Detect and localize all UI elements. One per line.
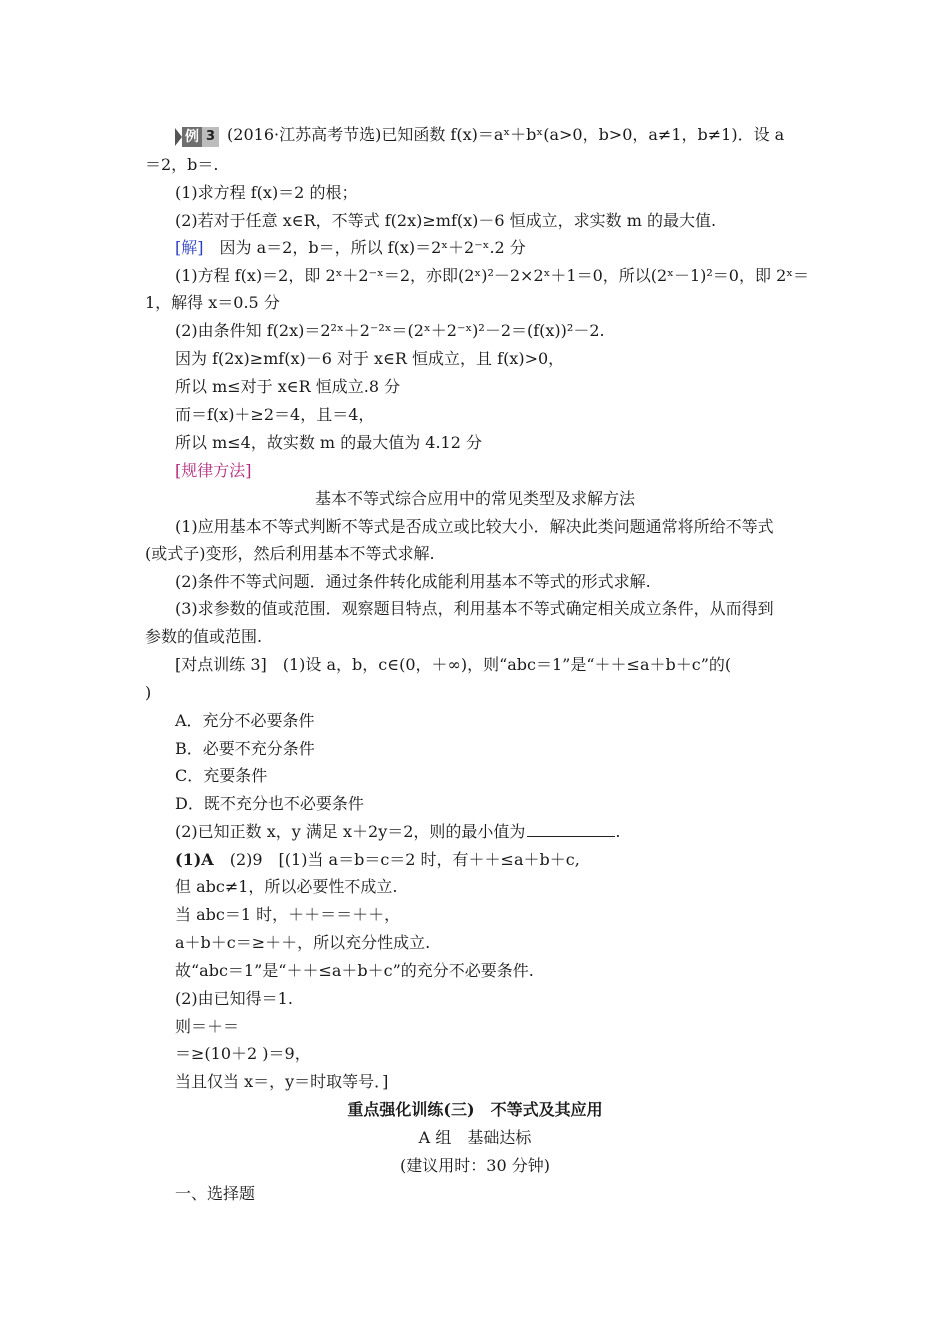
answer-choice: (1)A (175, 850, 214, 869)
solution-part2-line-5: 所以 m≤4，故实数 m 的最大值为 4.12 分 (175, 433, 482, 452)
question-2: (2)若对于任意 x∈R，不等式 f(2x)≥mf(x)－6 恒成立，求实数 m 的最大值. (175, 211, 717, 230)
method-item-1-line-2: (或式子)变形，然后利用基本不等式求解. (145, 544, 435, 563)
method-item-1-line-1: (1)应用基本不等式判断不等式是否成立或比较大小．解决此类问题通常将所给不等式 (175, 517, 774, 536)
training-question-2-text: (2)已知正数 x，y 满足 x＋2y＝2，则的最小值为 (175, 822, 526, 841)
answer-line-1 (175, 849, 580, 871)
suggested-time: (建议用时：30 分钟) (400, 1156, 550, 1175)
answer-line-3: 当 abc＝1 时，＋＋＝＝＋＋， (175, 905, 401, 924)
option-b: B．必要不充分条件 (175, 739, 315, 758)
solution-part1-line-2: 1，解得 x＝0.5 分 (145, 293, 280, 312)
method-heading: 基本不等式综合应用中的常见类型及求解方法 (314, 489, 635, 508)
option-d: D．既不充分也不必要条件 (175, 794, 364, 813)
solution-part2-line-3: 所以 m≤对于 x∈R 恒成立.8 分 (175, 377, 401, 396)
answer-line-8: ＝≥(10＋2 )＝9， (175, 1044, 311, 1063)
solution-part1-line-1: (1)方程 f(x)＝2，即 2ˣ＋2⁻ˣ＝2，亦即(2ˣ)²－2×2ˣ＋1＝0，所以(2ˣ－1)²＝0，即 2ˣ＝ (175, 266, 810, 285)
answer-line-7: 则＝＋＝ (175, 1017, 240, 1036)
example-intro-line-1 (175, 124, 784, 146)
training-question-2 (175, 821, 621, 843)
training-question-2-end: . (615, 822, 621, 841)
training-question-1-line-1: [对点训练 3] (1)设 a，b，c∈(0，＋∞)，则“abc＝1”是“＋＋≤a＋b＋c”的( (175, 655, 732, 674)
badge-arrow-icon (175, 128, 182, 146)
answer-line-6: (2)由已知得＝1. (175, 989, 293, 1008)
answer-line-2: 但 abc≠1，所以必要性不成立. (175, 877, 398, 896)
method-label: [规律方法] (175, 461, 252, 480)
part-heading: 一、选择题 (175, 1184, 256, 1203)
solution-intro (175, 237, 526, 259)
example-intro-line-2: ＝2，b＝. (145, 155, 219, 174)
method-item-3-line-1: (3)求参数的值或范围．观察题目特点，利用基本不等式确定相关成立条件，从而得到 (175, 599, 774, 618)
section-title: 重点强化训练(三) 不等式及其应用 (347, 1100, 603, 1119)
badge-number: 3 (202, 127, 219, 147)
method-item-3-line-2: 参数的值或范围. (145, 627, 263, 646)
solution-part2-line-4: 而＝f(x)＋≥2＝4，且＝4， (175, 405, 375, 424)
group-label: A 组 基础达标 (418, 1128, 532, 1147)
answer-line-1-rest: (2)9 [(1)当 a＝b＝c＝2 时，有＋＋≤a＋b＋c, (229, 850, 580, 869)
solution-intro-text: 因为 a＝2，b＝，所以 f(x)＝2ˣ＋2⁻ˣ.2 分 (219, 238, 526, 257)
training-question-1-line-2: ) (145, 683, 152, 702)
example-badge (175, 126, 219, 146)
solution-label: [解] (175, 238, 204, 257)
answer-line-9: 当且仅当 x＝，y＝时取等号．] (175, 1072, 389, 1091)
solution-part2-line-2: 因为 f(2x)≥mf(x)－6 对于 x∈R 恒成立，且 f(x)>0， (175, 349, 565, 368)
option-a: A．充分不必要条件 (175, 711, 315, 730)
answer-line-5: 故“abc＝1”是“＋＋≤a＋b＋c”的充分不必要条件. (175, 961, 534, 980)
answer-blank (527, 822, 615, 837)
badge-label: 例 (182, 127, 202, 147)
option-c: C．充要条件 (175, 766, 268, 785)
solution-part2-line-1: (2)由条件知 f(2x)＝2²ˣ＋2⁻²ˣ＝(2ˣ＋2⁻ˣ)²－2＝(f(x))²－2. (175, 321, 605, 340)
answer-line-4: a＋b＋c＝≥＋＋，所以充分性成立. (175, 933, 431, 952)
method-item-2: (2)条件不等式问题．通过条件转化成能利用基本不等式的形式求解. (175, 572, 651, 591)
question-1: (1)求方程 f(x)＝2 的根； (175, 183, 358, 202)
example-intro-text-1: (2016·江苏高考节选)已知函数 f(x)＝aˣ＋bˣ(a>0，b>0，a≠1，b≠1)．设 a (227, 125, 785, 144)
